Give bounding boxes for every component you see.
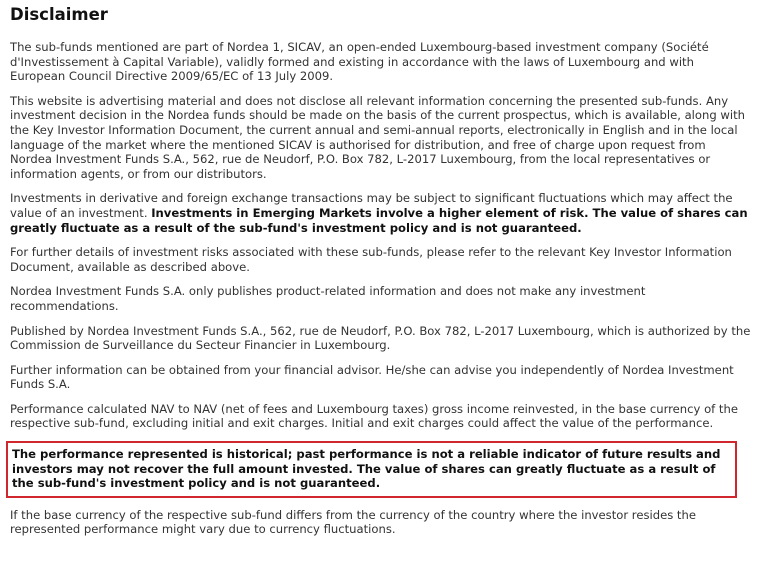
derivatives-risk-text: Investments in derivative and foreign exchange transactions may be subject to significant fluctuations which may affect the value of an investment. [10, 191, 733, 220]
paragraph-performance-calculation: Performance calculated NAV to NAV (net of fees and Luxembourg taxes) gross income reinvested, in the base currency of the respective sub-fund, excluding initial and exit charges. Initial and exit charges could affect the value of the performance. [10, 401, 738, 431]
paragraph-further-details: For further details of investment risks associated with these sub-funds, please refer to the relevant Key Investor Information Document, available as described above. [10, 245, 732, 274]
paragraph-no-recommendations: Nordea Investment Funds S.A. only publishes product-related information and does not make any investment recommendations. [10, 284, 646, 313]
emerging-markets-warning: Investments in Emerging Markets involve a higher element of risk. The value of shares can greatly fluctuate as a result of the sub-fund's investment policy and is not guaranteed. [10, 205, 748, 235]
highlighted-warning-box [6, 441, 737, 498]
paragraph-derivatives-risk [10, 191, 751, 235]
paragraph-publisher: Published by Nordea Investment Funds S.A., 562, rue de Neudorf, P.O. Box 782, L-2017 Luxembourg, which is authorized by the Commission de Surveillance du Secteur Financier in Luxembourg. [10, 323, 751, 353]
paragraph-sicav-info: The sub-funds mentioned are part of Nordea 1, SICAV, an open-ended Luxembourg-based investment company (Société d'Investissement à Capital Variable), validly formed and existing in accordance with the laws of Luxembourg and with European Council Directive 2009/65/EC of 13 July 2009. [10, 40, 709, 84]
paragraph-historical-performance-warning: The performance represented is historical; past performance is not a reliable indicator of future results and investors may not recover the full amount invested. The value of shares can greatly fluctuate as a result of the sub-fund's investment policy and is not guaranteed. [12, 447, 721, 491]
paragraph-advertising-material: This website is advertising material and does not disclose all relevant information concerning the presented sub-funds. Any investment decision in the Nordea funds should be made on the basis of the current prospectus, which is available, along with the Key Investor Information Document, the current annual and semi-annual reports, electronically in English and in the local language of the market where the mentioned SICAV is authorised for distribution, and free of charge upon request from Nordea Investment Funds S.A., 562, rue de Neudorf, P.O. Box 782, L-2017 Luxembourg, from the local representatives or information agents, or from our distributors. [10, 93, 745, 181]
paragraph-financial-advisor: Further information can be obtained from your financial advisor. He/she can advise you independently of Nordea Investment Funds S.A. [10, 362, 734, 392]
paragraph-currency-fluctuations: If the base currency of the respective sub-fund differs from the currency of the country where the investor resides the represented performance might vary due to currency fluctuations. [10, 507, 696, 537]
page-title: Disclaimer [10, 5, 108, 24]
